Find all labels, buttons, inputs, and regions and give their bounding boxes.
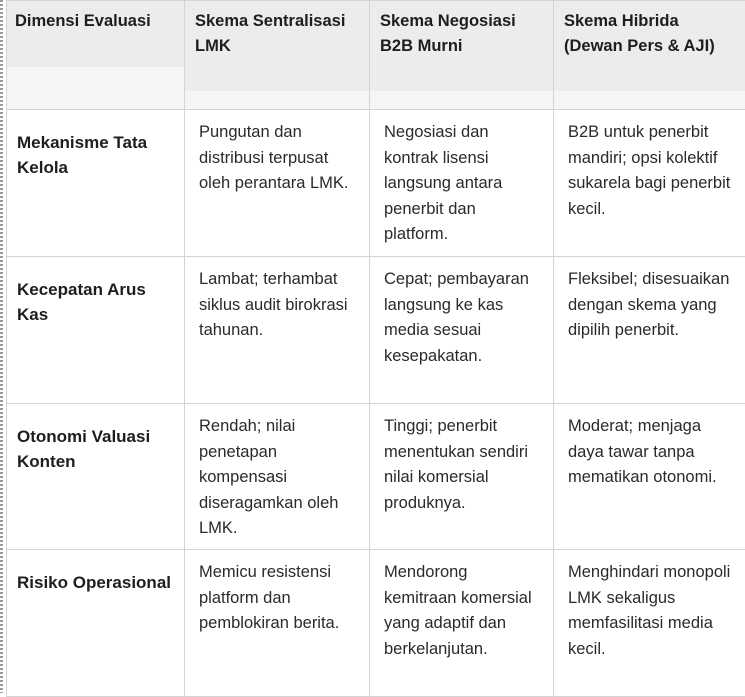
table-cell — [554, 404, 745, 550]
row-label: Mekanisme Tata Kelola — [7, 110, 184, 180]
table-cell — [370, 257, 554, 404]
left-border-decoration — [0, 0, 3, 693]
cell-text: B2B untuk penerbit mandiri; opsi kolektif sukarela bagi penerbit kecil. — [554, 110, 745, 222]
column-header: Skema Hibrida (Dewan Pers & AJI) — [554, 1, 745, 91]
row-label: Kecepatan Arus Kas — [7, 257, 184, 327]
row-label: Otonomi Valuasi Konten — [7, 404, 184, 474]
row-label-cell — [7, 110, 185, 257]
table-cell — [185, 257, 370, 404]
cell-text: Memicu resistensi platform dan pemblokiran berita. — [185, 550, 369, 637]
column-header: Skema Negosiasi B2B Murni — [370, 1, 553, 91]
comparison-table — [6, 0, 745, 697]
table-cell — [554, 550, 745, 697]
table-cell — [185, 110, 370, 257]
row-label-cell — [7, 257, 185, 404]
table-header-row — [7, 1, 745, 110]
cell-text: Cepat; pembayaran langsung ke kas media sesuai kesepakatan. — [370, 257, 553, 369]
table-cell — [370, 110, 554, 257]
table-row — [7, 110, 745, 257]
header-cell-b2b — [370, 1, 554, 110]
cell-text: Menghindari monopoli LMK sekaligus memfasilitasi media kecil. — [554, 550, 745, 662]
cell-text: Tinggi; penerbit menentukan sendiri nilai komersial produknya. — [370, 404, 553, 516]
column-header: Dimensi Evaluasi — [7, 1, 184, 67]
header-cell-sentralisasi — [185, 1, 370, 110]
table-cell — [185, 550, 370, 697]
row-label-cell — [7, 550, 185, 697]
cell-text: Fleksibel; disesuaikan dengan skema yang dipilih penerbit. — [554, 257, 745, 344]
table-cell — [554, 110, 745, 257]
table-cell — [370, 404, 554, 550]
table-cell — [554, 257, 745, 404]
cell-text: Rendah; nilai penetapan kompensasi diseragamkan oleh LMK. — [185, 404, 369, 542]
table-row — [7, 404, 745, 550]
table-cell — [185, 404, 370, 550]
cell-text: Lambat; terhambat siklus audit birokrasi tahunan. — [185, 257, 369, 344]
column-header: Skema Sentralisasi LMK — [185, 1, 369, 91]
header-cell-hibrida — [554, 1, 745, 110]
table-cell — [370, 550, 554, 697]
cell-text: Moderat; menjaga daya tawar tanpa mematikan otonomi. — [554, 404, 745, 491]
cell-text: Mendorong kemitraan komersial yang adaptif dan berkelanjutan. — [370, 550, 553, 662]
table-row — [7, 550, 745, 697]
header-cell-dimensi — [7, 1, 185, 110]
cell-text: Pungutan dan distribusi terpusat oleh perantara LMK. — [185, 110, 369, 197]
row-label: Risiko Operasional — [7, 550, 184, 595]
table-row — [7, 257, 745, 404]
row-label-cell — [7, 404, 185, 550]
cell-text: Negosiasi dan kontrak lisensi langsung antara penerbit dan platform. — [370, 110, 553, 248]
